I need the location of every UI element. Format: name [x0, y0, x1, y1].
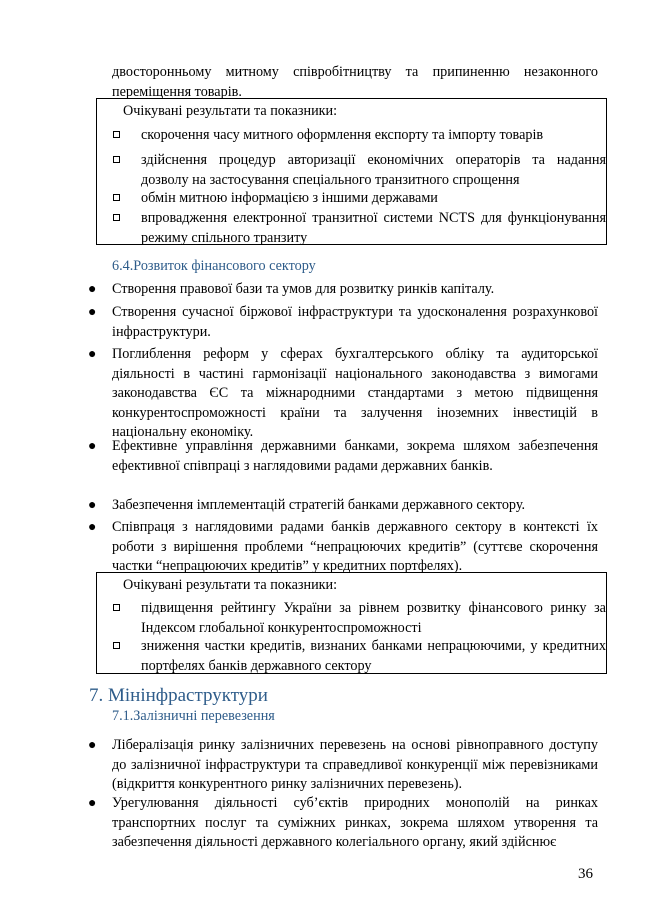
- checkbox-icon: [113, 131, 120, 138]
- checkbox-icon: [113, 194, 120, 201]
- checkbox-icon: [113, 156, 120, 163]
- bullet-icon: ●: [88, 520, 97, 535]
- bullet-icon: ●: [88, 796, 97, 811]
- document-page: двосторонньому митному співробітництву та припиненню незаконного переміщення товарів. Очікувані результати та показники: скорочення часу митного оформлення експорту та імпорту товарів здійснення процедур авторизації економічних операторів та надання дозволу на застосування спеціального транзитного спрощення обмін митною інформацією з іншими державами впровадження електронної транзитної системи NCTS для функціонування режиму спільного транзиту 6.4.Розвиток фінансового сектору ● Створення правової бази та умов для розвитку ринків капіталу. ● Створення сучасної біржової інфраструктури та удосконалення розрахункової інфраструктури. ● Поглиблення реформ у сферах бухгалтерського обліку та аудиторської діяльності в частині гармонізації національного законодавства з вимогами законодавства ЄС та міжнародними стандартами з метою підвищення конкурентоспроможності країни та залучення іноземних інвестицій в національну економіку. ● Ефективне управління державними банками, зокрема шляхом забезпечення ефективної співпраці з наглядовими радами державних банків. ● Забезпечення імплементацій стратегій банками державного сектору. ● Співпраця з наглядовими радами банків державного сектору в контексті їх роботи з вирішення проблеми “непрацюючих кредитів” (суттєве скорочення частки “непрацюючих кредитів” у кредитних портфелях). Очікувані результати та показники: підвищення рейтингу України за рівнем розвитку фінансового ринку за Індексом глобальної конкурентоспроможності зниження частки кредитів, визнаних банками непрацюючими, у кредитних портфелях банків державного сектору 7. Мінінфраструктури 7.1.Залізничні перевезення ● Лібералізація ринку залізничних перевезень на основі рівноправного доступу до залізничної інфраструктури та справедливої конкуренції між перевізниками (відкриття конкурентного ринку залізничних перевезень). ● Урегулювання діяльності суб’єктів природних монополій на ринках транспортних послуг та суміжних ринках, зокрема шляхом утворення та забезпечення діяльності державного колегіального органу, який здійснює 36: [88, 64, 606, 882]
- expected-results-box-customs: Очікувані результати та показники: скорочення часу митного оформлення експорту та імпорту товарів здійснення процедур авторизації економічних операторів та надання дозволу на застосування спеціального транзитного спрощення обмін митною інформацією з іншими державами впровадження електронної транзитної системи NCTS для функціонування режиму спільного транзиту: [96, 98, 607, 245]
- bullet-icon: ●: [88, 347, 97, 362]
- bullet-icon: ●: [88, 738, 97, 753]
- chapter-heading-7: 7. Мінінфраструктури: [89, 685, 268, 706]
- section-title-7-1: 7.1.Залізничні перевезення: [112, 708, 275, 724]
- checkbox-icon: [113, 214, 120, 221]
- checkbox-icon: [113, 604, 120, 611]
- box-title: Очікувані результати та показники:: [123, 103, 338, 119]
- bullet-icon: ●: [88, 498, 97, 513]
- section-title-6-4: 6.4.Розвиток фінансового сектору: [112, 258, 316, 274]
- intro-paragraph: двосторонньому митному співробітництву та припиненню незаконного переміщення товарів.: [112, 64, 598, 100]
- bullet-icon: ●: [88, 305, 97, 320]
- expected-results-box-finance: Очікувані результати та показники: підвищення рейтингу України за рівнем розвитку фінансового ринку за Індексом глобальної конкурентоспроможності зниження частки кредитів, визнаних банками непрацюючими, у кредитних портфелях банків державного сектору: [96, 572, 607, 674]
- box-title: Очікувані результати та показники:: [123, 577, 338, 593]
- bullet-icon: ●: [88, 439, 97, 454]
- page-number: 36: [578, 866, 593, 882]
- checkbox-icon: [113, 642, 120, 649]
- bullet-icon: ●: [88, 282, 97, 297]
